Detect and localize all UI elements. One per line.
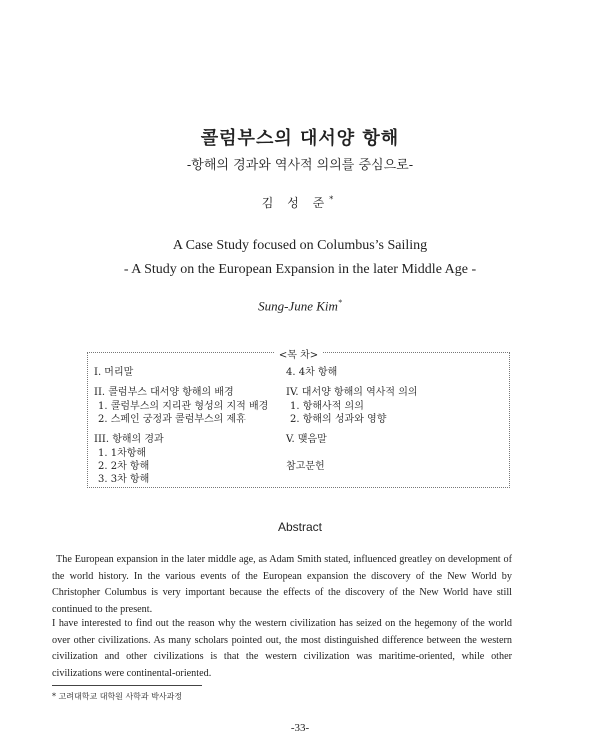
footnote: * 고려대학교 대학원 사학과 박사과정 (52, 692, 183, 701)
abstract-heading: Abstract (277, 520, 322, 534)
korean-title: 콜럼부스의 대서양 항해 (200, 128, 400, 149)
korean-author-name: 김 성 준 (261, 196, 330, 210)
korean-author (0, 194, 600, 211)
author-footnote-mark: * (329, 195, 339, 204)
page-number: -33- (290, 722, 310, 734)
english-subtitle: - A Study on the European Expansion in the later Middle Age - (123, 262, 477, 277)
toc-header (88, 346, 509, 361)
toc-item: III. 항해의 경과 (94, 434, 164, 445)
toc-item: 2. 항해의 성과와 영향 (290, 414, 387, 425)
toc-item: 참고문헌 (286, 461, 325, 472)
english-title: A Case Study focused on Columbus’s Sailing (172, 238, 428, 253)
abstract-paragraph: I have interested to find out the reason why the western civilization has seized on the hegemony of the world over other civilizations. As many scholars pointed out, the most distinguished difference between the western civilization and other civilizations is that the western civilization was maritime-oriented, while other civilizations were continental-oriented. (52, 618, 512, 679)
toc-item: IV. 대서양 항해의 역사적 의의 (286, 387, 418, 398)
toc-item: II. 콜럼부스 대서양 항해의 배경 (94, 387, 234, 398)
toc-item: V. 맺음말 (286, 434, 327, 445)
toc-item: 1. 콜럼부스의 지리관 형성의 지적 배경 (98, 401, 269, 412)
toc-item: 1. 1차항해 (98, 448, 147, 459)
author-footnote-mark-en: * (337, 298, 342, 307)
footnote-divider (52, 685, 202, 686)
toc-header-label: <목 차> (275, 350, 322, 361)
toc-item: 3. 3차 항해 (98, 474, 150, 485)
toc-item: 1. 항해사적 의의 (290, 401, 364, 412)
abstract-paragraph: The European expansion in the later middle age, as Adam Smith stated, influenced greatley on development of the world history. In the various events of the European expansion the discovery of the New World by Christopher Columbus is very important because the effects of the discovery of the New World have still continued to the present. (52, 554, 512, 615)
korean-subtitle: -항해의 경과와 역사적 의의를 중심으로- (186, 158, 414, 173)
toc-item: I. 머리말 (94, 367, 134, 378)
english-author-name: Sung-June Kim (258, 298, 338, 314)
table-of-contents (87, 352, 510, 488)
toc-item: 2. 2차 항해 (98, 461, 150, 472)
english-author (0, 298, 600, 314)
toc-item: 2. 스페인 궁정과 콜럼부스의 제휴 (98, 414, 246, 425)
toc-item: 4. 4차 항해 (286, 367, 338, 378)
